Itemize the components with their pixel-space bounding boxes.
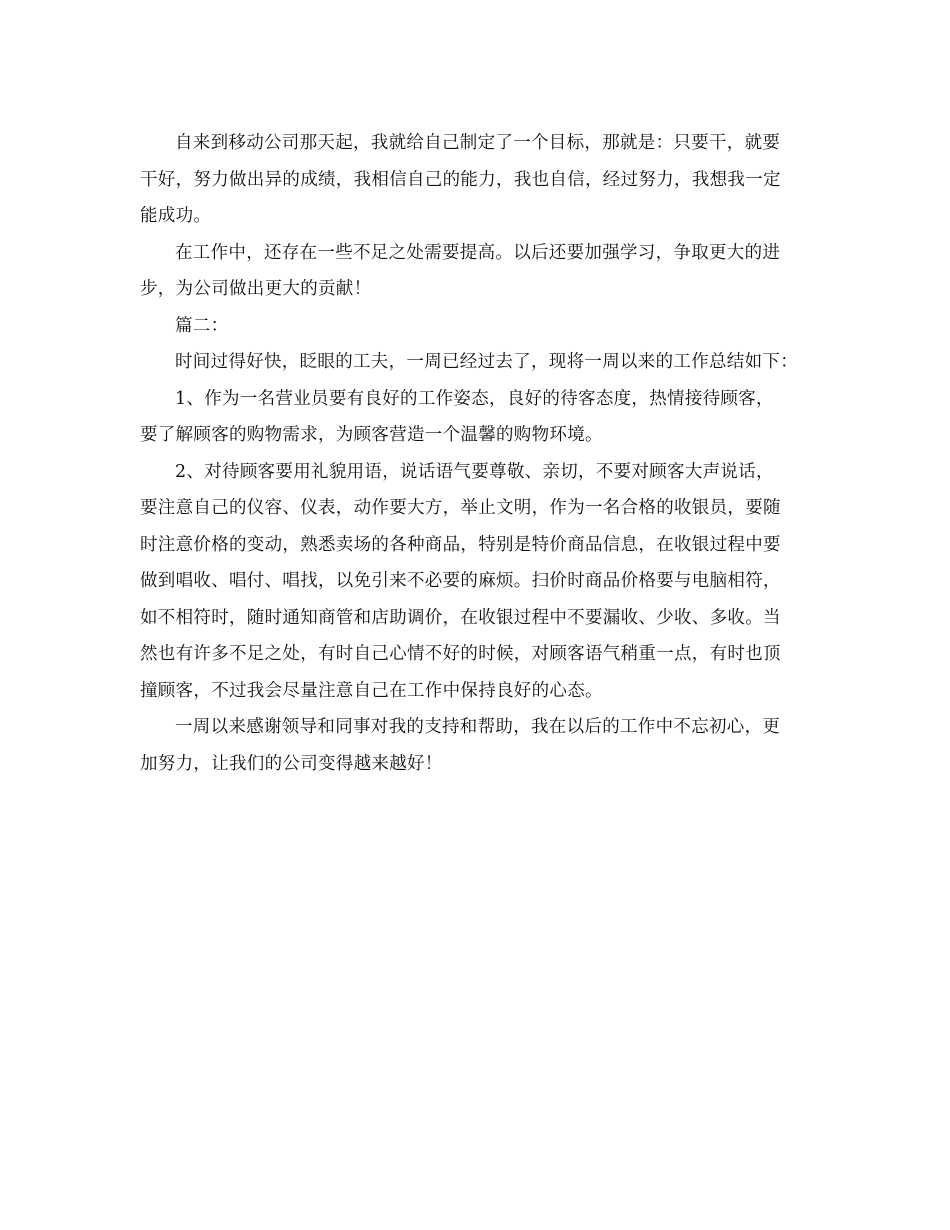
section-heading: 篇二： [175, 315, 229, 336]
item-2-line-1: 2、对待顾客要用礼貌用语，说话语气要尊敬、亲切，不要对顾客大声说话， [175, 461, 774, 482]
item-2-line-4: 做到唱收、唱付、唱找，以免引来不必要的麻烦。扫价时商品价格要与电脑相符， [140, 571, 781, 591]
closing-paragraph-line-2: 加努力，让我们的公司变得越来越好！ [140, 753, 443, 774]
paragraph-3-line-1: 时间过得好快，眨眼的工夫，一周已经过去了，现将一周以来的工作总结如下： [175, 352, 798, 372]
paragraph-1-line-2: 干好，努力做出异的成绩，我相信自己的能力，我也自信，经过努力，我想我一定 [140, 169, 781, 190]
paragraph-2-line-2: 步，为公司做出更大的贡献！ [140, 279, 372, 299]
document-body [140, 128, 816, 785]
paragraph-2-line-1: 在工作中，还存在一些不足之处需要提高。以后还要加强学习，争取更大的进 [175, 242, 781, 263]
item-2-line-3: 时注意价格的变动，熟悉卖场的各种商品，特别是特价商品信息，在收银过程中要 [140, 534, 781, 555]
paragraph-1-line-1: 自来到移动公司那天起，我就给自己制定了一个目标，那就是：只要干，就要 [175, 133, 781, 153]
item-1-line-2: 要了解顾客的购物需求，为顾客营造一个温馨的购物环境。 [140, 425, 603, 445]
item-2-line-2: 要注意自己的仪容、仪表，动作要大方，举止文明，作为一名合格的收银员，要随 [140, 498, 781, 518]
item-1-line-1: 1、作为一名营业员要有良好的工作姿态，良好的待客态度，热情接待顾客， [175, 388, 774, 409]
item-2-line-6: 然也有许多不足之处，有时自己心情不好的时候，对顾客语气稍重一点，有时也顶 [140, 644, 781, 664]
item-2-line-7: 撞顾客，不过我会尽量注意自己在工作中保持良好的心态。 [140, 680, 603, 701]
item-2-line-5: 如不相符时，随时通知商管和店助调价，在收银过程中不要漏收、少收、多收。当 [140, 607, 781, 628]
paragraph-1-line-3: 能成功。 [140, 206, 212, 226]
closing-paragraph-line-1: 一周以来感谢领导和同事对我的支持和帮助，我在以后的工作中不忘初心，更 [175, 717, 781, 737]
